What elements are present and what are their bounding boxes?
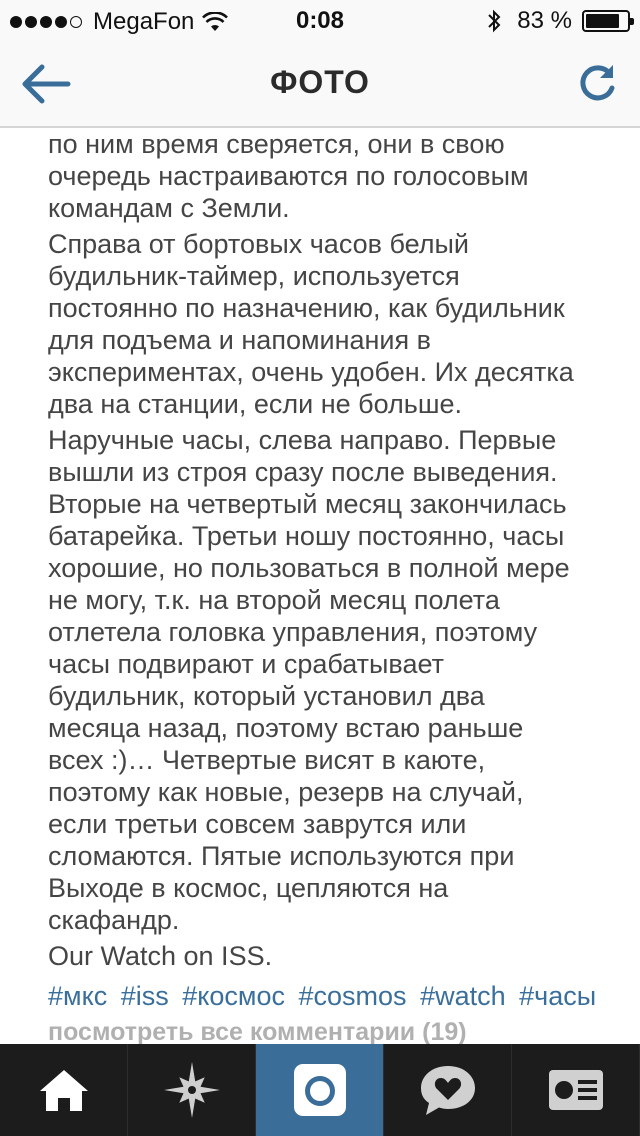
battery-percent: 83 %: [517, 7, 572, 34]
status-time: 0:08: [295, 7, 345, 34]
post-content[interactable]: [0, 128, 640, 1044]
battery-level-fill: [586, 14, 619, 28]
hashtag-link[interactable]: #часы: [519, 981, 597, 1011]
hashtag-link[interactable]: #watch: [420, 981, 506, 1011]
caption-paragraph: Our Watch on ISS.: [48, 941, 273, 971]
tab-bar: [0, 1044, 640, 1136]
post-caption: [48, 128, 628, 1044]
caption-paragraph: по ним время сверяется, они в свою очередь настраиваются по голосовым командам с Земли.: [48, 129, 529, 223]
heart-bubble-icon: [418, 1062, 478, 1118]
battery-icon: [582, 10, 630, 32]
tab-camera[interactable]: [256, 1044, 384, 1136]
home-icon: [38, 1067, 90, 1113]
hashtag-link[interactable]: #космос: [182, 981, 285, 1011]
caption-paragraph: Справа от бортовых часов белый будильник-таймер, используется постоянно по назначению, как будильник для подъема и напоминания в экспериментах, очень удобен. Их десятка два на станции, если не больше.: [48, 229, 574, 419]
hashtag-link[interactable]: #мкс: [48, 981, 108, 1011]
carrier-name: MegaFon: [93, 8, 195, 35]
status-bar: [0, 0, 640, 40]
tab-profile[interactable]: [512, 1044, 640, 1136]
compass-star-icon: [162, 1060, 222, 1120]
tab-home[interactable]: [0, 1044, 128, 1136]
hashtag-link[interactable]: #iss: [120, 981, 169, 1011]
tab-explore[interactable]: [128, 1044, 256, 1136]
caption-paragraph: Наручные часы, слева направо. Первые вышли из строя сразу после выведения. Вторые на четвертый месяц закончилась батарейка. Третьи ношу постоянно, часы хорошие, но пользоваться в полной мере не могу, т.к. на второй месяц полета отлетела головка управления, поэтому часы подвирают и срабатывает будильник, который установил два месяца назад, поэтому встаю раньше всех :)… Четвертые висят в каюте, поэтому как новые, резерв на случай, если третьи совсем заврутся или сломаются. Пятые используются при Выходе в космос, цепляются на скафандр.: [48, 425, 570, 935]
navigation-bar: [0, 40, 640, 128]
refresh-icon[interactable]: [576, 62, 618, 106]
tab-activity[interactable]: [384, 1044, 512, 1136]
page-title: ФОТО: [270, 64, 370, 100]
hashtag-list: [48, 980, 628, 1012]
profile-card-icon: [547, 1068, 605, 1112]
camera-icon: [292, 1062, 348, 1118]
view-all-comments-link[interactable]: посмотреть все комментарии (19): [48, 1018, 467, 1044]
hashtag-link[interactable]: #cosmos: [298, 981, 407, 1011]
bluetooth-icon: [487, 9, 501, 33]
status-right: [487, 7, 630, 35]
